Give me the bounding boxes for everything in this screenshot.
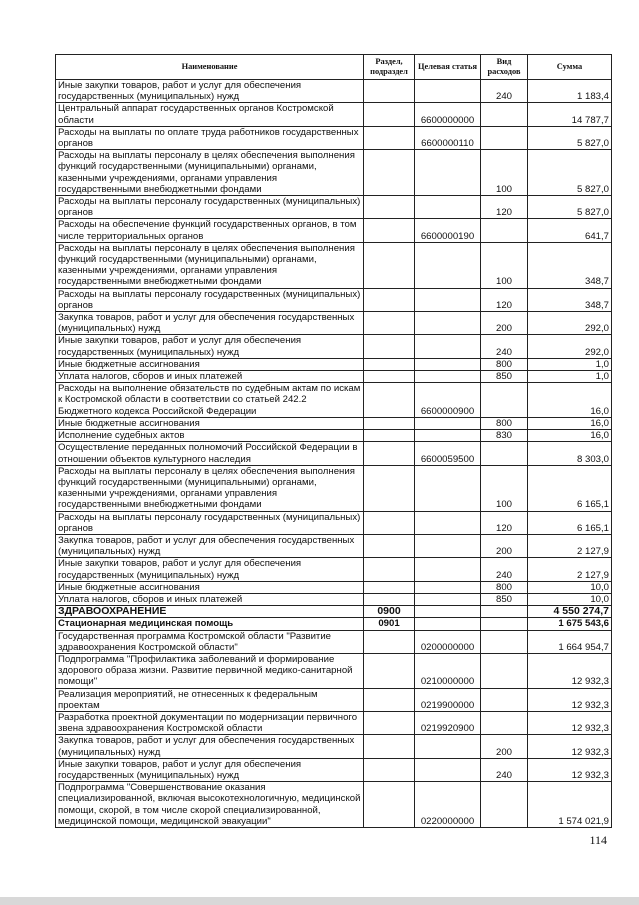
cell-section [364,534,415,557]
cell-sum: 10,0 [528,581,612,593]
cell-sum: 12 932,3 [528,758,612,781]
cell-type: 120 [481,511,528,534]
cell-name: Разработка проектной документации по модернизации первичного звена здравоохранения Костромской области [56,711,364,734]
cell-type: 850 [481,593,528,605]
cell-sum: 1 574 021,9 [528,782,612,828]
table-row [56,358,612,370]
cell-name: Закупка товаров, работ и услуг для обеспечения государственных (муниципальных) нужд [56,534,364,557]
table-row [56,196,612,219]
cell-target [415,593,481,605]
cell-sum: 4 550 274,7 [528,606,612,618]
cell-target: 6600059500 [415,442,481,465]
cell-type: 200 [481,312,528,335]
cell-sum: 348,7 [528,288,612,311]
table-row [56,593,612,605]
cell-name: Расходы на выплаты персоналу государственных (муниципальных) органов [56,196,364,219]
cell-section [364,219,415,242]
cell-sum: 348,7 [528,242,612,288]
table-row [56,558,612,581]
cell-section [364,371,415,383]
cell-target [415,465,481,511]
cell-name: Подпрограмма "Совершенствование оказания специализированной, включая высокотехнологичную, медицинской помощи, скорой, в том числе скорой специализированной, медицинской помощи, медицинской эвакуации" [56,782,364,828]
cell-target [415,80,481,103]
header-name: Наименование [56,55,364,80]
table-row [56,288,612,311]
cell-section [364,80,415,103]
cell-type [481,606,528,618]
cell-section [364,688,415,711]
cell-sum: 6 165,1 [528,511,612,534]
cell-name: Центральный аппарат государственных органов Костромской области [56,103,364,126]
header-sum: Сумма [528,55,612,80]
table-row [56,442,612,465]
cell-name: Расходы на выполнение обязательств по судебным актам по искам к Костромской области в соответствии со статьей 242.2 Бюджетного кодекса Российской Федерации [56,383,364,418]
table-row [56,465,612,511]
cell-target [415,606,481,618]
cell-sum: 1 664 954,7 [528,630,612,653]
cell-target: 6600000900 [415,383,481,418]
cell-type: 240 [481,758,528,781]
cell-target: 0200000000 [415,630,481,653]
cell-type [481,103,528,126]
table-row [56,103,612,126]
cell-type: 240 [481,80,528,103]
cell-sum: 8 303,0 [528,442,612,465]
header-row [56,55,612,80]
cell-sum: 6 165,1 [528,465,612,511]
cell-section [364,442,415,465]
cell-section [364,196,415,219]
cell-type: 100 [481,150,528,196]
cell-section [364,511,415,534]
cell-target [415,358,481,370]
cell-target: 6600000110 [415,126,481,149]
cell-section [364,558,415,581]
cell-name: Расходы на выплаты персоналу в целях обеспечения выполнения функций государственными (муниципальными) органами, казенными учреждениями, органами управления государственными внебюджетными фондами [56,242,364,288]
cell-section [364,312,415,335]
cell-sum: 12 932,3 [528,653,612,688]
cell-type [481,711,528,734]
cell-name: Закупка товаров, работ и услуг для обеспечения государственных (муниципальных) нужд [56,312,364,335]
header-target: Целевая статья [415,55,481,80]
cell-name: Уплата налогов, сборов и иных платежей [56,593,364,605]
cell-section [364,150,415,196]
cell-target [415,417,481,429]
page-number: 114 [589,833,607,847]
table-row [56,735,612,758]
cell-section [364,593,415,605]
cell-target [415,242,481,288]
cell-target: 0219900000 [415,688,481,711]
cell-sum: 12 932,3 [528,735,612,758]
cell-name: Исполнение судебных актов [56,430,364,442]
cell-type [481,442,528,465]
table-row [56,711,612,734]
table-row [56,335,612,358]
cell-sum: 14 787,7 [528,103,612,126]
cell-target [415,758,481,781]
table-row [56,371,612,383]
cell-type: 200 [481,735,528,758]
table-row [56,782,612,828]
table-row [56,758,612,781]
cell-type [481,219,528,242]
cell-target [415,581,481,593]
cell-type: 800 [481,417,528,429]
cell-type: 800 [481,581,528,593]
cell-target: 0219920900 [415,711,481,734]
cell-section [364,782,415,828]
cell-target [415,558,481,581]
cell-section [364,335,415,358]
cell-name: Уплата налогов, сборов и иных платежей [56,371,364,383]
cell-target [415,735,481,758]
table-body [56,80,612,828]
cell-section [364,358,415,370]
cell-section [364,653,415,688]
cell-name: Расходы на выплаты персоналу в целях обеспечения выполнения функций государственными (муниципальными) органами, казенными учреждениями, органами управления государственными внебюджетными фондами [56,150,364,196]
cell-sum: 5 827,0 [528,196,612,219]
cell-section: 0901 [364,618,415,630]
table-row [56,80,612,103]
cell-section [364,242,415,288]
table-row [56,219,612,242]
cell-name: Расходы на выплаты персоналу в целях обеспечения выполнения функций государственными (муниципальными) органами, казенными учреждениями, органами управления государственными внебюджетными фондами [56,465,364,511]
cell-section [364,430,415,442]
table-header [56,55,612,80]
cell-name: Государственная программа Костромской области "Развитие здравоохранения Костромской области" [56,630,364,653]
cell-name: Расходы на выплаты персоналу государственных (муниципальных) органов [56,288,364,311]
cell-name: Реализация мероприятий, не отнесенных к федеральным проектам [56,688,364,711]
cell-type: 100 [481,465,528,511]
cell-sum: 1,0 [528,358,612,370]
cell-name: ЗДРАВООХРАНЕНИЕ [56,606,364,618]
cell-type [481,383,528,418]
cell-target: 0220000000 [415,782,481,828]
cell-target [415,288,481,311]
cell-target [415,534,481,557]
cell-target [415,312,481,335]
table-row [56,511,612,534]
header-section: Раздел, подраздел [364,55,415,80]
cell-name: Закупка товаров, работ и услуг для обеспечения государственных (муниципальных) нужд [56,735,364,758]
cell-type: 120 [481,288,528,311]
cell-target [415,430,481,442]
cell-sum: 2 127,9 [528,534,612,557]
cell-target [415,511,481,534]
cell-target [415,371,481,383]
cell-sum: 1 675 543,6 [528,618,612,630]
cell-section [364,417,415,429]
cell-target [415,150,481,196]
cell-sum: 16,0 [528,383,612,418]
table-row [56,618,612,630]
budget-table [55,54,612,828]
cell-name: Иные закупки товаров, работ и услуг для обеспечения государственных (муниципальных) нужд [56,335,364,358]
cell-section [364,758,415,781]
table-row [56,383,612,418]
table-row [56,417,612,429]
cell-sum: 1 183,4 [528,80,612,103]
table-row [56,312,612,335]
cell-target [415,335,481,358]
cell-section [364,288,415,311]
cell-sum: 16,0 [528,417,612,429]
cell-target [415,196,481,219]
cell-sum: 12 932,3 [528,711,612,734]
table-row [56,606,612,618]
cell-type [481,653,528,688]
table-row [56,581,612,593]
cell-type [481,126,528,149]
cell-name: Осуществление переданных полномочий Российской Федерации в отношении объектов культурного наследия [56,442,364,465]
cell-section [364,581,415,593]
cell-section: 0900 [364,606,415,618]
cell-sum: 292,0 [528,335,612,358]
cell-sum: 5 827,0 [528,150,612,196]
cell-target: 6600000190 [415,219,481,242]
scan-edge-shadow [0,897,639,905]
cell-sum: 16,0 [528,430,612,442]
cell-sum: 641,7 [528,219,612,242]
cell-type [481,618,528,630]
table-row [56,150,612,196]
cell-name: Иные бюджетные ассигнования [56,417,364,429]
cell-type: 120 [481,196,528,219]
cell-target: 6600000000 [415,103,481,126]
cell-name: Подпрограмма "Профилактика заболеваний и формирование здорового образа жизни. Развитие первичной медико-санитарной помощи" [56,653,364,688]
cell-sum: 292,0 [528,312,612,335]
table-row [56,534,612,557]
cell-name: Иные закупки товаров, работ и услуг для обеспечения государственных (муниципальных) нужд [56,758,364,781]
cell-type: 240 [481,558,528,581]
table-row [56,630,612,653]
cell-name: Расходы на выплаты персоналу государственных (муниципальных) органов [56,511,364,534]
cell-type: 800 [481,358,528,370]
table-row [56,653,612,688]
cell-type [481,688,528,711]
cell-sum: 12 932,3 [528,688,612,711]
cell-section [364,465,415,511]
cell-name: Иные закупки товаров, работ и услуг для обеспечения государственных (муниципальных) нужд [56,80,364,103]
cell-sum: 5 827,0 [528,126,612,149]
cell-name: Иные бюджетные ассигнования [56,581,364,593]
cell-sum: 1,0 [528,371,612,383]
cell-name: Иные закупки товаров, работ и услуг для обеспечения государственных (муниципальных) нужд [56,558,364,581]
cell-name: Стационарная медицинская помощь [56,618,364,630]
cell-type [481,630,528,653]
cell-type: 850 [481,371,528,383]
table-row [56,242,612,288]
cell-type: 240 [481,335,528,358]
cell-target [415,618,481,630]
cell-section [364,126,415,149]
cell-type: 100 [481,242,528,288]
cell-type: 830 [481,430,528,442]
cell-section [364,735,415,758]
cell-section [364,103,415,126]
table-row [56,126,612,149]
cell-type [481,782,528,828]
cell-type: 200 [481,534,528,557]
cell-section [364,630,415,653]
cell-sum: 10,0 [528,593,612,605]
cell-section [364,383,415,418]
cell-section [364,711,415,734]
cell-name: Расходы на обеспечение функций государственных органов, в том числе территориальных органов [56,219,364,242]
cell-name: Иные бюджетные ассигнования [56,358,364,370]
table-row [56,430,612,442]
header-type: Вид расходов [481,55,528,80]
cell-target: 0210000000 [415,653,481,688]
table-row [56,688,612,711]
cell-name: Расходы на выплаты по оплате труда работников государственных органов [56,126,364,149]
cell-sum: 2 127,9 [528,558,612,581]
